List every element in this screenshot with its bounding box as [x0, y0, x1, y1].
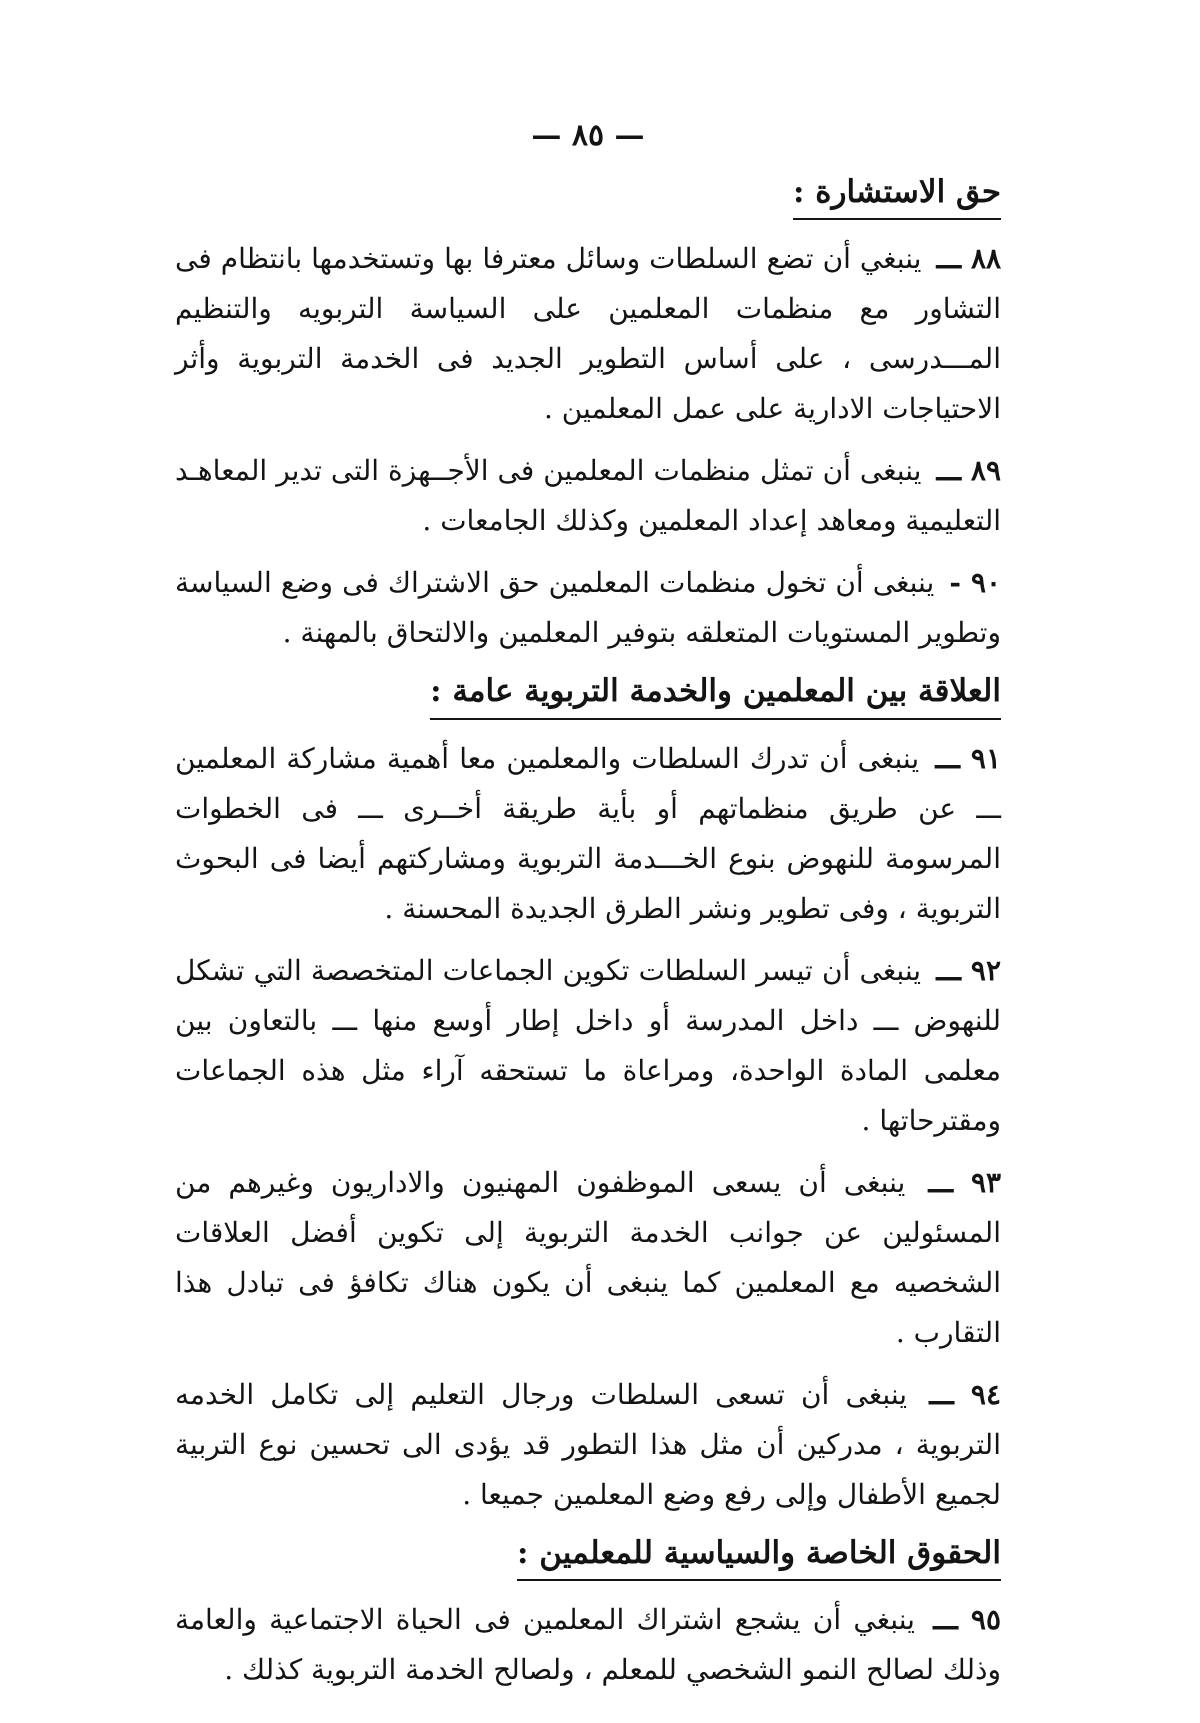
paragraph-94: [175, 1370, 1001, 1520]
paragraph-number: ٨٩ ـــ: [936, 454, 1001, 488]
section-heading-rights: [175, 1532, 1001, 1581]
paragraph-text: ينبغى أن تمثل منظمات المعلمين فى الأجــهزة التى تدير المعاهـد التعليمية ومعاهد إعداد المعلمين وكذلك الجامعات .: [175, 454, 1001, 538]
paragraph-93: [175, 1158, 1001, 1358]
paragraph-number: ٨٨ ـــ: [936, 242, 1002, 276]
paragraph-number: ٩٠ -: [949, 566, 1002, 600]
page-number: — ٨٥ —: [531, 118, 645, 153]
paragraph-number: ٩٣ ـــ: [928, 1165, 1002, 1199]
paragraph-text: ينبغى أن تدرك السلطات والمعلمين معا أهمية مشاركة المعلمين ـــ عن طريق منظماتهم أو بأية طريقة أخــرى ـــ فى الخطوات المرسومة للنهوض بنوع الخـــدمة التربوية ومشاركتهم أيضا فى البحوث التربوية ، وفى تطوير ونشر الطرق الجديدة المحسنة .: [175, 741, 1001, 925]
paragraph-number: ٩٢ ـــ: [936, 953, 1001, 987]
paragraph-text: ينبغى أن يسعى الموظفون المهنيون والاداريون وغيرهم من المسئولين عن جوانب الخدمة التربوية إلى تكوين أفضل العلاقات الشخصيه مع المعلمين كما ينبغى أن يكون هناك تكافؤ فى تبادل هذا التقارب .: [175, 1165, 1001, 1349]
paragraph-text: ينبغى أن تسعى السلطات ورجال التعليم إلى تكامل الخدمه التربوية ، مدركين أن مثل هذا التطور قد يؤدى الى تحسين نوع التربية لجميع الأطفال وإلى رفع وضع المعلمين جميعا .: [175, 1377, 1001, 1511]
paragraph-text: ينبغى أن تخول منظمات المعلمين حق الاشتراك فى وضع السياسة وتطوير المستويات المتعلقه بتوفير المعلمين والالتحاق بالمهنة .: [175, 566, 1001, 650]
section-heading-relations: [175, 670, 1001, 719]
paragraph-91: [175, 734, 1001, 934]
paragraph-90: [175, 558, 1001, 658]
section-heading-text: العلاقة بين المعلمين والخدمة التربوية عامة :: [430, 670, 1001, 719]
paragraph-88: [175, 234, 1001, 434]
paragraph-95: [175, 1595, 1001, 1695]
paragraph-text: ينبغى أن تيسر السلطات تكوين الجماعات المتخصصة التي تشكل للنهوض ـــ داخل المدرسة أو داخل إطار أوسع منها ـــ بالتعاون بين معلمى المادة الواحدة، ومراعاة ما تستحقه آراء مثل هذه الجماعات ومقترحاتها .: [175, 953, 1001, 1137]
section-heading-consultation: [175, 171, 1001, 220]
section-heading-text: حق الاستشارة :: [793, 171, 1001, 220]
paragraph-92: [175, 946, 1001, 1146]
paragraph-text: ينبغي أن يشجع اشتراك المعلمين فى الحياة الاجتماعية والعامة وذلك لصالح النمو الشخصي للمعلم ، ولصالح الخدمة التربوية كذلك .: [175, 1603, 1001, 1687]
paragraph-text: ينبغي أن تضع السلطات وسائل معترفا بها وتستخدمها بانتظام فى التشاور مع منظمات المعلمين على السياسة التربويه والتنظيم المـــدرسى ، على أساس التطوير الجديد فى الخدمة التربوية وأثر الاحتياجات الادارية على عمل المعلمين .: [175, 242, 1001, 426]
section-heading-text: الحقوق الخاصة والسياسية للمعلمين :: [517, 1532, 1001, 1581]
paragraph-89: [175, 446, 1001, 546]
paragraph-number: ٩٥ ـــ: [933, 1603, 1001, 1637]
document-page: [175, 118, 1001, 1707]
paragraph-number: ٩١ ـــ: [935, 741, 1001, 775]
paragraph-number: ٩٤ ـــ: [929, 1377, 1001, 1411]
